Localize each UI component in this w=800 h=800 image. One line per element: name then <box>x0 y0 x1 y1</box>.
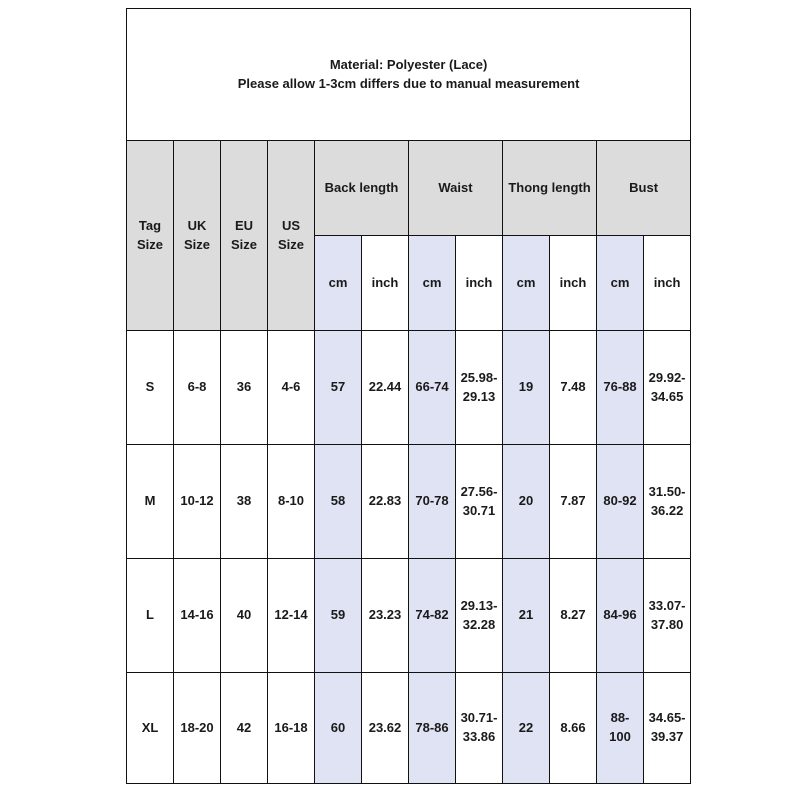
eu-size-header: EU Size <box>221 141 268 331</box>
us-size-header: US Size <box>268 141 315 331</box>
bust-inch: 34.65- 39.37 <box>644 673 691 784</box>
table-row <box>127 445 691 559</box>
eu-size: 40 <box>221 559 268 673</box>
thong-length-cm: 20 <box>503 445 550 559</box>
tag-size: L <box>127 559 174 673</box>
unit-inch: inch <box>550 236 597 331</box>
back-length-header: Back length <box>315 141 409 236</box>
unit-cm: cm <box>409 236 456 331</box>
unit-cm: cm <box>597 236 644 331</box>
back-length-inch: 23.23 <box>362 559 409 673</box>
bust-cm: 76-88 <box>597 331 644 445</box>
thong-length-cm: 22 <box>503 673 550 784</box>
chart-title <box>127 9 691 141</box>
thong-length-inch: 7.87 <box>550 445 597 559</box>
thong-length-inch: 8.27 <box>550 559 597 673</box>
table-row <box>127 673 691 784</box>
material-line: Material: Polyester (Lace) <box>329 56 488 72</box>
unit-inch: inch <box>456 236 503 331</box>
thong-length-header: Thong length <box>503 141 597 236</box>
waist-cm: 70-78 <box>409 445 456 559</box>
tag-size: M <box>127 445 174 559</box>
back-length-inch: 22.44 <box>362 331 409 445</box>
unit-inch: inch <box>362 236 409 331</box>
waist-cm: 78-86 <box>409 673 456 784</box>
back-length-cm: 58 <box>315 445 362 559</box>
size-chart <box>126 8 691 784</box>
back-length-cm: 60 <box>315 673 362 784</box>
back-length-inch: 22.83 <box>362 445 409 559</box>
back-length-inch: 23.62 <box>362 673 409 784</box>
waist-cm: 74-82 <box>409 559 456 673</box>
thong-length-cm: 19 <box>503 331 550 445</box>
uk-size: 18-20 <box>174 673 221 784</box>
measurement-note: Please allow 1-3cm differs due to manual measurement <box>237 75 580 91</box>
waist-header: Waist <box>409 141 503 236</box>
us-size: 4-6 <box>268 331 315 445</box>
tag-size: XL <box>127 673 174 784</box>
waist-inch: 29.13- 32.28 <box>456 559 503 673</box>
uk-size: 14-16 <box>174 559 221 673</box>
bust-header: Bust <box>597 141 691 236</box>
eu-size: 42 <box>221 673 268 784</box>
back-length-cm: 57 <box>315 331 362 445</box>
eu-size: 38 <box>221 445 268 559</box>
unit-inch: inch <box>644 236 691 331</box>
waist-inch: 30.71- 33.86 <box>456 673 503 784</box>
uk-size-header: UK Size <box>174 141 221 331</box>
table-row <box>127 559 691 673</box>
back-length-cm: 59 <box>315 559 362 673</box>
uk-size: 10-12 <box>174 445 221 559</box>
us-size: 12-14 <box>268 559 315 673</box>
size-chart-table <box>126 8 691 784</box>
us-size: 16-18 <box>268 673 315 784</box>
thong-length-cm: 21 <box>503 559 550 673</box>
eu-size: 36 <box>221 331 268 445</box>
unit-cm: cm <box>315 236 362 331</box>
unit-cm: cm <box>503 236 550 331</box>
waist-cm: 66-74 <box>409 331 456 445</box>
thong-length-inch: 8.66 <box>550 673 597 784</box>
bust-inch: 31.50- 36.22 <box>644 445 691 559</box>
bust-cm: 88- 100 <box>597 673 644 784</box>
table-row <box>127 331 691 445</box>
bust-cm: 84-96 <box>597 559 644 673</box>
tag-size: S <box>127 331 174 445</box>
thong-length-inch: 7.48 <box>550 331 597 445</box>
tag-size-header: Tag Size <box>127 141 174 331</box>
uk-size: 6-8 <box>174 331 221 445</box>
waist-inch: 25.98- 29.13 <box>456 331 503 445</box>
bust-inch: 33.07- 37.80 <box>644 559 691 673</box>
bust-cm: 80-92 <box>597 445 644 559</box>
us-size: 8-10 <box>268 445 315 559</box>
bust-inch: 29.92- 34.65 <box>644 331 691 445</box>
waist-inch: 27.56- 30.71 <box>456 445 503 559</box>
